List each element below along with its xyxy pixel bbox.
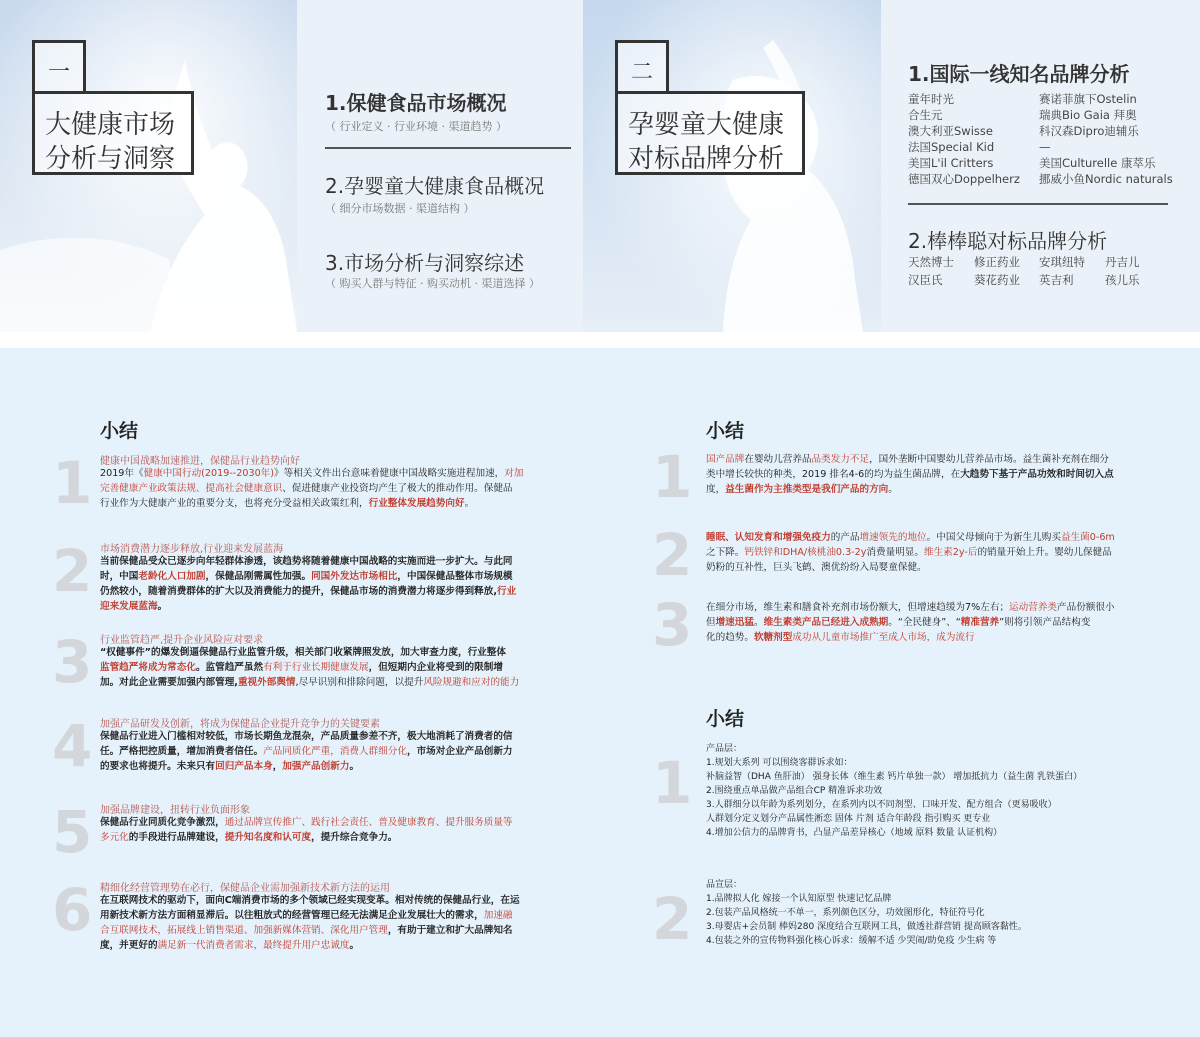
- text-run: 用新技术新方法方面稍显滞后。以往粗放式的经营管理已经无法满足企业发展壮大的需求，: [100, 910, 484, 921]
- text-run: 保健品行业同质化竞争激烈，: [100, 817, 225, 828]
- item-number: 1: [652, 443, 693, 511]
- chapter-title-box: [32, 91, 194, 175]
- text-line: [100, 938, 542, 953]
- text-run: 软糖剂型: [753, 632, 793, 643]
- text-run: ”则将引领产品结构变: [999, 617, 1091, 628]
- text-run: ，保健品刚需属性加强。: [205, 571, 312, 582]
- text-run: 当前保健品受众已逐步向年轻群体渗透，该趋势将随着健康中国战略的实施而进一步扩大。与此同: [100, 556, 513, 567]
- item-number: 5: [52, 798, 93, 866]
- text-line: [100, 599, 542, 614]
- item-body: [706, 530, 1130, 575]
- brand-name: 瑞典Bio Gaia 拜奥: [1039, 108, 1137, 122]
- text-line: [100, 893, 542, 908]
- text-line: [706, 467, 1130, 482]
- text-run: 国产品牌: [706, 454, 745, 465]
- brand-name: 澳大利亚Swisse: [908, 124, 993, 138]
- list-lines: [706, 756, 1082, 840]
- text-run: 但: [706, 617, 716, 628]
- text-line: [100, 569, 542, 584]
- text-run: “权健事件”的爆发倒逼保健品行业监管升级，相关部门收紧牌照发放，加大审查力度，行业整体: [100, 647, 506, 658]
- brand-name: —: [1039, 140, 1051, 154]
- toc-item-subtitle: （ 细分市场数据 · 渠道结构 ）: [325, 202, 475, 215]
- text-run: ，有助于建立和扩大品牌知名: [387, 925, 513, 936]
- text-run: 迎来发展蓝海: [100, 601, 158, 612]
- item-number: 3: [52, 628, 93, 696]
- top-slides: [0, 0, 1200, 332]
- chapter-number-box: [615, 40, 669, 94]
- text-run: 行业整体发展趋势向好: [368, 498, 465, 509]
- chapter-title-line: 大健康市场: [45, 110, 176, 140]
- text-run: 加。对此企业需要加强内部管理,: [100, 677, 238, 688]
- text-run: 回归产品本身: [215, 761, 273, 772]
- text-run: ，但短期内企业将受到的限制增: [368, 662, 503, 673]
- chapter-number: 二: [630, 60, 653, 85]
- item-number: 1: [52, 449, 93, 517]
- text-run: 》等相关文件出台意味着健康中国战略实施进程加速，: [274, 468, 505, 479]
- list-line: 4.增加公信力的品牌背书，凸显产品差异核心（地域 原料 数量 认证机构）: [706, 828, 1003, 838]
- text-line: [706, 600, 1130, 615]
- summary-title: 小结: [100, 420, 139, 442]
- text-run: 益生菌作为主推类型是我们产品的方向: [725, 484, 889, 495]
- text-line: [706, 452, 1130, 467]
- list-line: 4.包装之外的宣传物料强化核心诉求：缓解不适 少哭闹/助免疫 少生病 等: [706, 936, 997, 946]
- text-run: 。: [349, 940, 360, 951]
- text-run: 维生素2y-后: [924, 547, 978, 558]
- brand-name: 挪威小鱼Nordic naturals: [1039, 172, 1173, 186]
- chapter-title-line: 分析与洞察: [45, 144, 176, 174]
- section-title: 2.棒棒聪对标品牌分析: [908, 229, 1108, 253]
- text-line: [100, 830, 542, 845]
- item-heading: 精细化经营管理势在必行，保健品企业需加强新技术新方法的运用: [100, 883, 390, 894]
- text-run: 对加: [504, 468, 524, 479]
- brand-name: 德国双心Doppelherz: [908, 172, 1020, 186]
- text-run: 的手段进行品牌建设，: [128, 832, 225, 843]
- item-body: [100, 554, 542, 614]
- chapter-number: 一: [47, 60, 70, 85]
- text-run: 在婴幼儿营养品: [744, 454, 812, 465]
- toc-item-title: 3.市场分析与洞察综述: [325, 251, 525, 275]
- summary-title: 小结: [706, 708, 745, 730]
- chapter-slide-2: [583, 0, 1200, 332]
- section-title: 1.国际一线知名品牌分析: [908, 62, 1130, 86]
- text-run: 提升知名度和认可度: [224, 832, 312, 843]
- text-run: 维生素类产品已经进入成熟期: [763, 617, 889, 628]
- text-run: 仍然较小，随着消费群体的扩大以及消费能力的提升，保健品市场的消费潜力将逐步得到释放,: [100, 586, 497, 597]
- text-run: 老龄化人口加剧: [138, 571, 206, 582]
- toc-item-subtitle: （ 购买人群与特征 · 购买动机 · 渠道选择 ）: [325, 277, 540, 290]
- text-run: 消费量明显。: [866, 547, 924, 558]
- text-line: [100, 466, 542, 481]
- brand-name: 葵花药业: [974, 273, 1020, 287]
- text-line: [100, 660, 542, 675]
- text-run: 度，并更好的: [100, 940, 158, 951]
- brand-name: 英吉利: [1039, 273, 1074, 287]
- text-line: [100, 645, 542, 660]
- list-line: 人群划分定义划分产品属性淅恋 固体 片剂 适合年龄段 指引购买 更专业: [706, 814, 991, 824]
- text-run: 。中国父母倾向于为新生儿购买: [926, 532, 1061, 543]
- text-run: 通过品牌宣传推广、践行社会责任、普及健康教育、提升服务质量等: [224, 817, 513, 828]
- item-number: 4: [52, 712, 93, 780]
- brand-name: 丹吉儿: [1105, 255, 1140, 269]
- text-run: 满足新一代消费者需求，最终提升用户忠诚度: [157, 940, 350, 951]
- item-number: 1: [652, 749, 693, 817]
- text-line: [100, 908, 542, 923]
- toc-item-title: 1.保健食品市场概况: [325, 91, 507, 115]
- brand-name: 汉臣氏: [908, 273, 943, 287]
- item-heading: 加强品牌建设，扭转行业负面形象: [100, 805, 250, 816]
- text-line: [706, 530, 1130, 545]
- brand-name: 合生元: [908, 108, 943, 122]
- text-run: 加速融: [483, 910, 513, 921]
- text-line: [100, 815, 542, 830]
- text-run: 。: [753, 617, 764, 628]
- divider: [325, 147, 571, 149]
- text-run: 益生菌0-6m: [1060, 532, 1115, 543]
- text-run: 。: [157, 601, 168, 612]
- text-run: 产品份额很小: [1057, 602, 1115, 613]
- text-run: 重视外部舆情: [237, 677, 296, 688]
- chapter-title-line: 对标品牌分析: [628, 144, 785, 174]
- text-run: 奶粉的互补性，巨头飞鹤、澳优纷纷入局婴童保健。: [706, 562, 927, 573]
- text-run: 合互联网技术，拓展线上销售渠道、加强新媒体营销、深化用户管理: [100, 925, 388, 936]
- brand-name: 科汉森Dipro迪辅乐: [1039, 124, 1139, 138]
- item-heading: 市场消费潜力逐步释放,行业迎来发展蓝海: [100, 544, 284, 555]
- item-body: [100, 815, 542, 845]
- text-line: [100, 554, 542, 569]
- text-run: 时，中国: [100, 571, 139, 582]
- text-run: ，: [272, 761, 283, 772]
- item-body: [100, 466, 542, 511]
- text-run: 完善健康产业政策法规、提高社会健康意识: [100, 483, 283, 494]
- chapter-number-box: [32, 40, 86, 94]
- text-run: 度，: [706, 484, 726, 495]
- item-heading: 健康中国战略加速推进，保健品行业趋势向好: [100, 456, 300, 467]
- text-line: [100, 584, 542, 599]
- summary-title: 小结: [706, 420, 745, 442]
- text-run: 大趋势下基于产品功效和时间切入点: [960, 469, 1114, 480]
- text-run: ，中国保健品整体市场规模: [397, 571, 513, 582]
- text-run: 风险规避和应对的能力: [423, 677, 520, 688]
- text-line: [706, 630, 1130, 645]
- text-line: [100, 729, 542, 744]
- text-run: 的销量开始上升。婴幼儿保健品: [977, 547, 1112, 558]
- text-line: [706, 545, 1130, 560]
- text-run: 加强产品创新力: [282, 761, 350, 772]
- text-run: 。监管趋严虽然: [195, 662, 264, 673]
- text-run: 精准营养: [960, 617, 1000, 628]
- text-run: 运动营养类: [1009, 602, 1058, 613]
- item-body: [706, 452, 1130, 497]
- toc-item-subtitle: （ 行业定义 · 行业环境 · 渠道趋势 ）: [325, 120, 507, 133]
- brand-name: 美国Culturelle 康萃乐: [1039, 156, 1156, 170]
- text-run: ，国外垄断中国婴幼儿营养品市场。益生菌补充剂在细分: [869, 454, 1109, 465]
- text-line: [100, 744, 542, 759]
- text-run: 产品同质化严重，消费人群细分化: [263, 746, 407, 757]
- text-run: 之下降。: [706, 547, 745, 558]
- text-run: 。“全民健身”、“: [888, 617, 961, 628]
- text-run: 的产品: [830, 532, 860, 543]
- summary-panels: [0, 348, 1200, 1037]
- brand-name: 安琪纽特: [1039, 255, 1085, 269]
- text-line: [100, 759, 542, 774]
- item-body: [100, 893, 542, 953]
- list-line: 1.品牌拟人化 嫁接一个认知原型 快速记忆品牌: [706, 894, 892, 904]
- text-run: 监管趋严将成为常态化: [100, 662, 196, 673]
- brand-name: 童年时光: [908, 92, 954, 106]
- chapter-title-line: 孕婴童大健康: [628, 110, 785, 140]
- item-heading: 行业监管趋严,提升企业风险应对要求: [100, 635, 264, 646]
- list-line: 2.包装产品风格统一不单一，系列颜色区分，功效图形化，特征符号化: [706, 908, 985, 918]
- text-run: 在细分市场，维生素和膳食补充剂市场份额大，但增速趋缓为7%左右；: [706, 602, 1010, 613]
- text-run: 增速迅猛: [715, 617, 754, 628]
- list-line: 2.围绕重点单品做产品组合CP 精准诉求功效: [706, 786, 883, 796]
- divider: [908, 203, 1168, 205]
- text-run: 类中增长较快的种类，2019 排名4-6的均为益生菌品牌，在: [706, 469, 961, 480]
- text-run: 同国外发达市场相比: [311, 571, 398, 582]
- item-body: [100, 645, 542, 690]
- text-run: 保健品行业进入门槛相对较低，市场长期鱼龙混杂，产品质量参差不齐，极大地消耗了消费者的信: [100, 731, 513, 742]
- item-number: 2: [652, 885, 693, 953]
- text-line: [706, 482, 1130, 497]
- text-run: 增速领先的地位: [859, 532, 927, 543]
- text-run: ,尽早识别和排除问题，以提升: [295, 677, 424, 688]
- text-run: 的要求也将提升。未来只有: [100, 761, 216, 772]
- text-run: 钙铁锌和DHA/核桃油0.3-2y: [744, 547, 867, 558]
- text-run: ，提升综合竞争力。: [311, 832, 398, 843]
- text-run: 行业作为大健康产业的重要分支，也将充分受益相关政策红利，: [100, 498, 369, 509]
- text-run: 健康中国行动(2019--2030年): [143, 468, 275, 479]
- list-line: 3.人群细分以年龄为系列划分，在系列内以不同剂型、口味开发、配方组合（更易吸收）: [706, 800, 1057, 810]
- list-header: 品宣层：: [706, 880, 743, 890]
- brand-list-left: [908, 91, 1020, 187]
- list-lines: [706, 892, 1027, 948]
- brand-name: 孩儿乐: [1105, 273, 1140, 287]
- text-line: [100, 923, 542, 938]
- text-line: [100, 675, 542, 690]
- text-run: 睡眠、认知发育和增强免疫力: [706, 532, 831, 543]
- list-line: 补脑益智（DHA 鱼肝油） 强身长体（维生素 钙片单独一款） 增加抵抗力（益生菌 乳铁蛋白）: [706, 772, 1083, 782]
- text-run: 。: [888, 484, 898, 495]
- text-run: 成功从儿童市场推广至成人市场，成为流行: [792, 632, 975, 643]
- text-run: 在互联网技术的驱动下，面向C端消费市场的多个领域已经实现变革。相对传统的保健品行业，在运: [100, 895, 520, 906]
- text-run: 。: [464, 498, 475, 509]
- brand-name: 修正药业: [974, 255, 1020, 269]
- text-run: 多元化: [100, 832, 129, 843]
- item-number: 6: [52, 876, 93, 944]
- text-run: 任。严格把控质量，增加消费者信任。: [100, 746, 264, 757]
- brand-name: 赛诺菲旗下Ostelin: [1039, 92, 1137, 106]
- brand-name: 美国L'il Critters: [908, 156, 994, 170]
- item-body: [706, 600, 1130, 645]
- chapter-slide-1: [0, 0, 583, 332]
- text-line: [100, 496, 542, 511]
- brand-name: 天然博士: [908, 255, 954, 269]
- text-run: 有利于行业长期健康发展: [263, 662, 369, 673]
- list-line: 1.规划大系列 可以围绕客群诉求如：: [706, 758, 853, 768]
- text-run: 品类发力不足: [811, 454, 870, 465]
- chapter-title-box: [615, 91, 805, 175]
- text-line: [100, 481, 542, 496]
- item-heading: 加强产品研发及创新，将成为保健品企业提升竞争力的关键要素: [100, 719, 380, 730]
- toc-item-title: 2.孕婴童大健康食品概况: [325, 174, 545, 198]
- brand-name: 法国Special Kid: [908, 140, 995, 154]
- item-number: 2: [652, 521, 693, 589]
- list-header: 产品层：: [706, 744, 743, 754]
- list-line: 3.母婴店+会员制 棒妈280 深度结合互联网工具，做透社群营销 提高顾客黏性。: [706, 922, 1027, 932]
- brand-list-right: [1039, 91, 1173, 187]
- text-line: [706, 615, 1130, 630]
- item-number: 2: [52, 537, 93, 605]
- text-run: 、促进健康产业投资均产生了极大的推动作用。保健品: [282, 483, 513, 494]
- text-line: [706, 560, 1130, 575]
- item-number: 3: [652, 591, 693, 659]
- text-run: 。: [349, 761, 360, 772]
- text-run: 2019年《: [100, 468, 144, 479]
- item-body: [100, 729, 542, 774]
- text-run: 化的趋势。: [706, 632, 754, 643]
- text-run: ，市场对企业产品创新力: [407, 746, 513, 757]
- text-run: 行业: [497, 586, 517, 597]
